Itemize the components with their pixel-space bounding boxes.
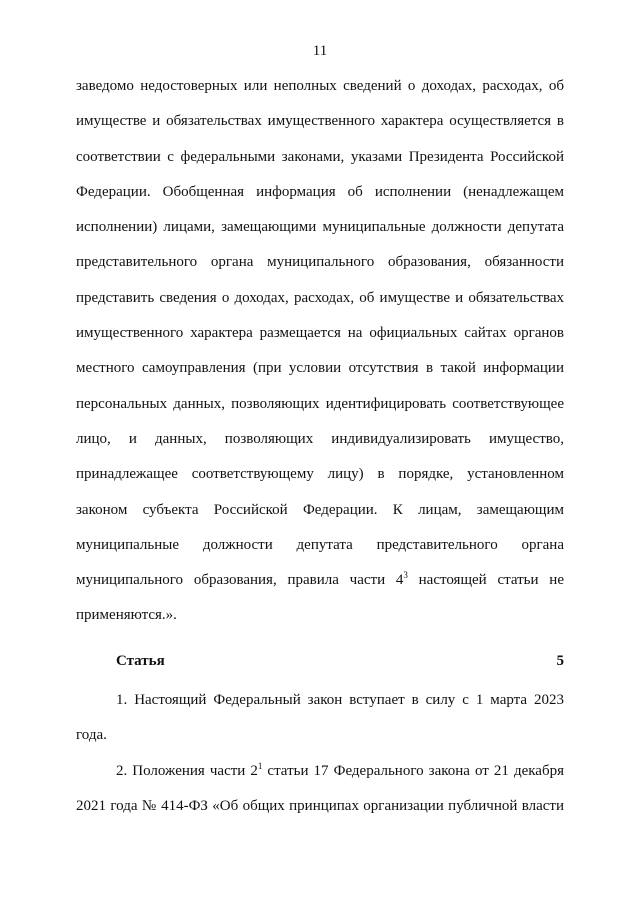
document-body bbox=[76, 69, 564, 824]
item-2-text-part-a: 2. Положения части 2 bbox=[116, 762, 258, 779]
page-number: 11 bbox=[312, 43, 328, 59]
paragraph-disclosure-rules bbox=[76, 69, 564, 634]
article-heading: Статья 5 bbox=[116, 652, 564, 669]
superscript-marker: 1 bbox=[257, 760, 263, 771]
article-item-1: 1. Настоящий Федеральный закон вступает в силу с 1 марта 2023 года. bbox=[76, 692, 564, 744]
item-2-text-part-b: статьи 17 Федерального закона от 21 декабря 2021 года № 414-ФЗ «Об общих принципах организации публичной власти bbox=[76, 762, 564, 814]
article-item-2 bbox=[76, 754, 564, 825]
superscript-marker: 3 bbox=[403, 570, 408, 581]
paragraph-text-part-b: настоящей статьи не применяются.». bbox=[76, 572, 564, 624]
paragraph-text-part-a: заведомо недостоверных или неполных сведений о доходах, расходах, об имуществе и обязательствах имущественного характера осуществляется в соответствии с федеральными законами, указами Президента Российской Федерации. Обобщенная информация об исполнении (ненадлежащем исполнении) лицами, замещающими муниципальные должности депутата представительного органа муниципального образования, обязанности представить сведения о доходах, расходах, об имуществе и обязательствах имущественного характера размещается на официальных сайтах органов местного самоуправления (при условии отсутствия в такой информации персональных данных, позволяющих идентифицировать соответствующее лицо, и данных, позволяющих индивидуализировать имущество, принадлежащее соответствующему лицу) в порядке, установленном законом субъекта Российской Федерации. К лицам, замещающим муниципальные должности депутата представительного органа муниципального образования, правила части 4 bbox=[76, 78, 564, 589]
